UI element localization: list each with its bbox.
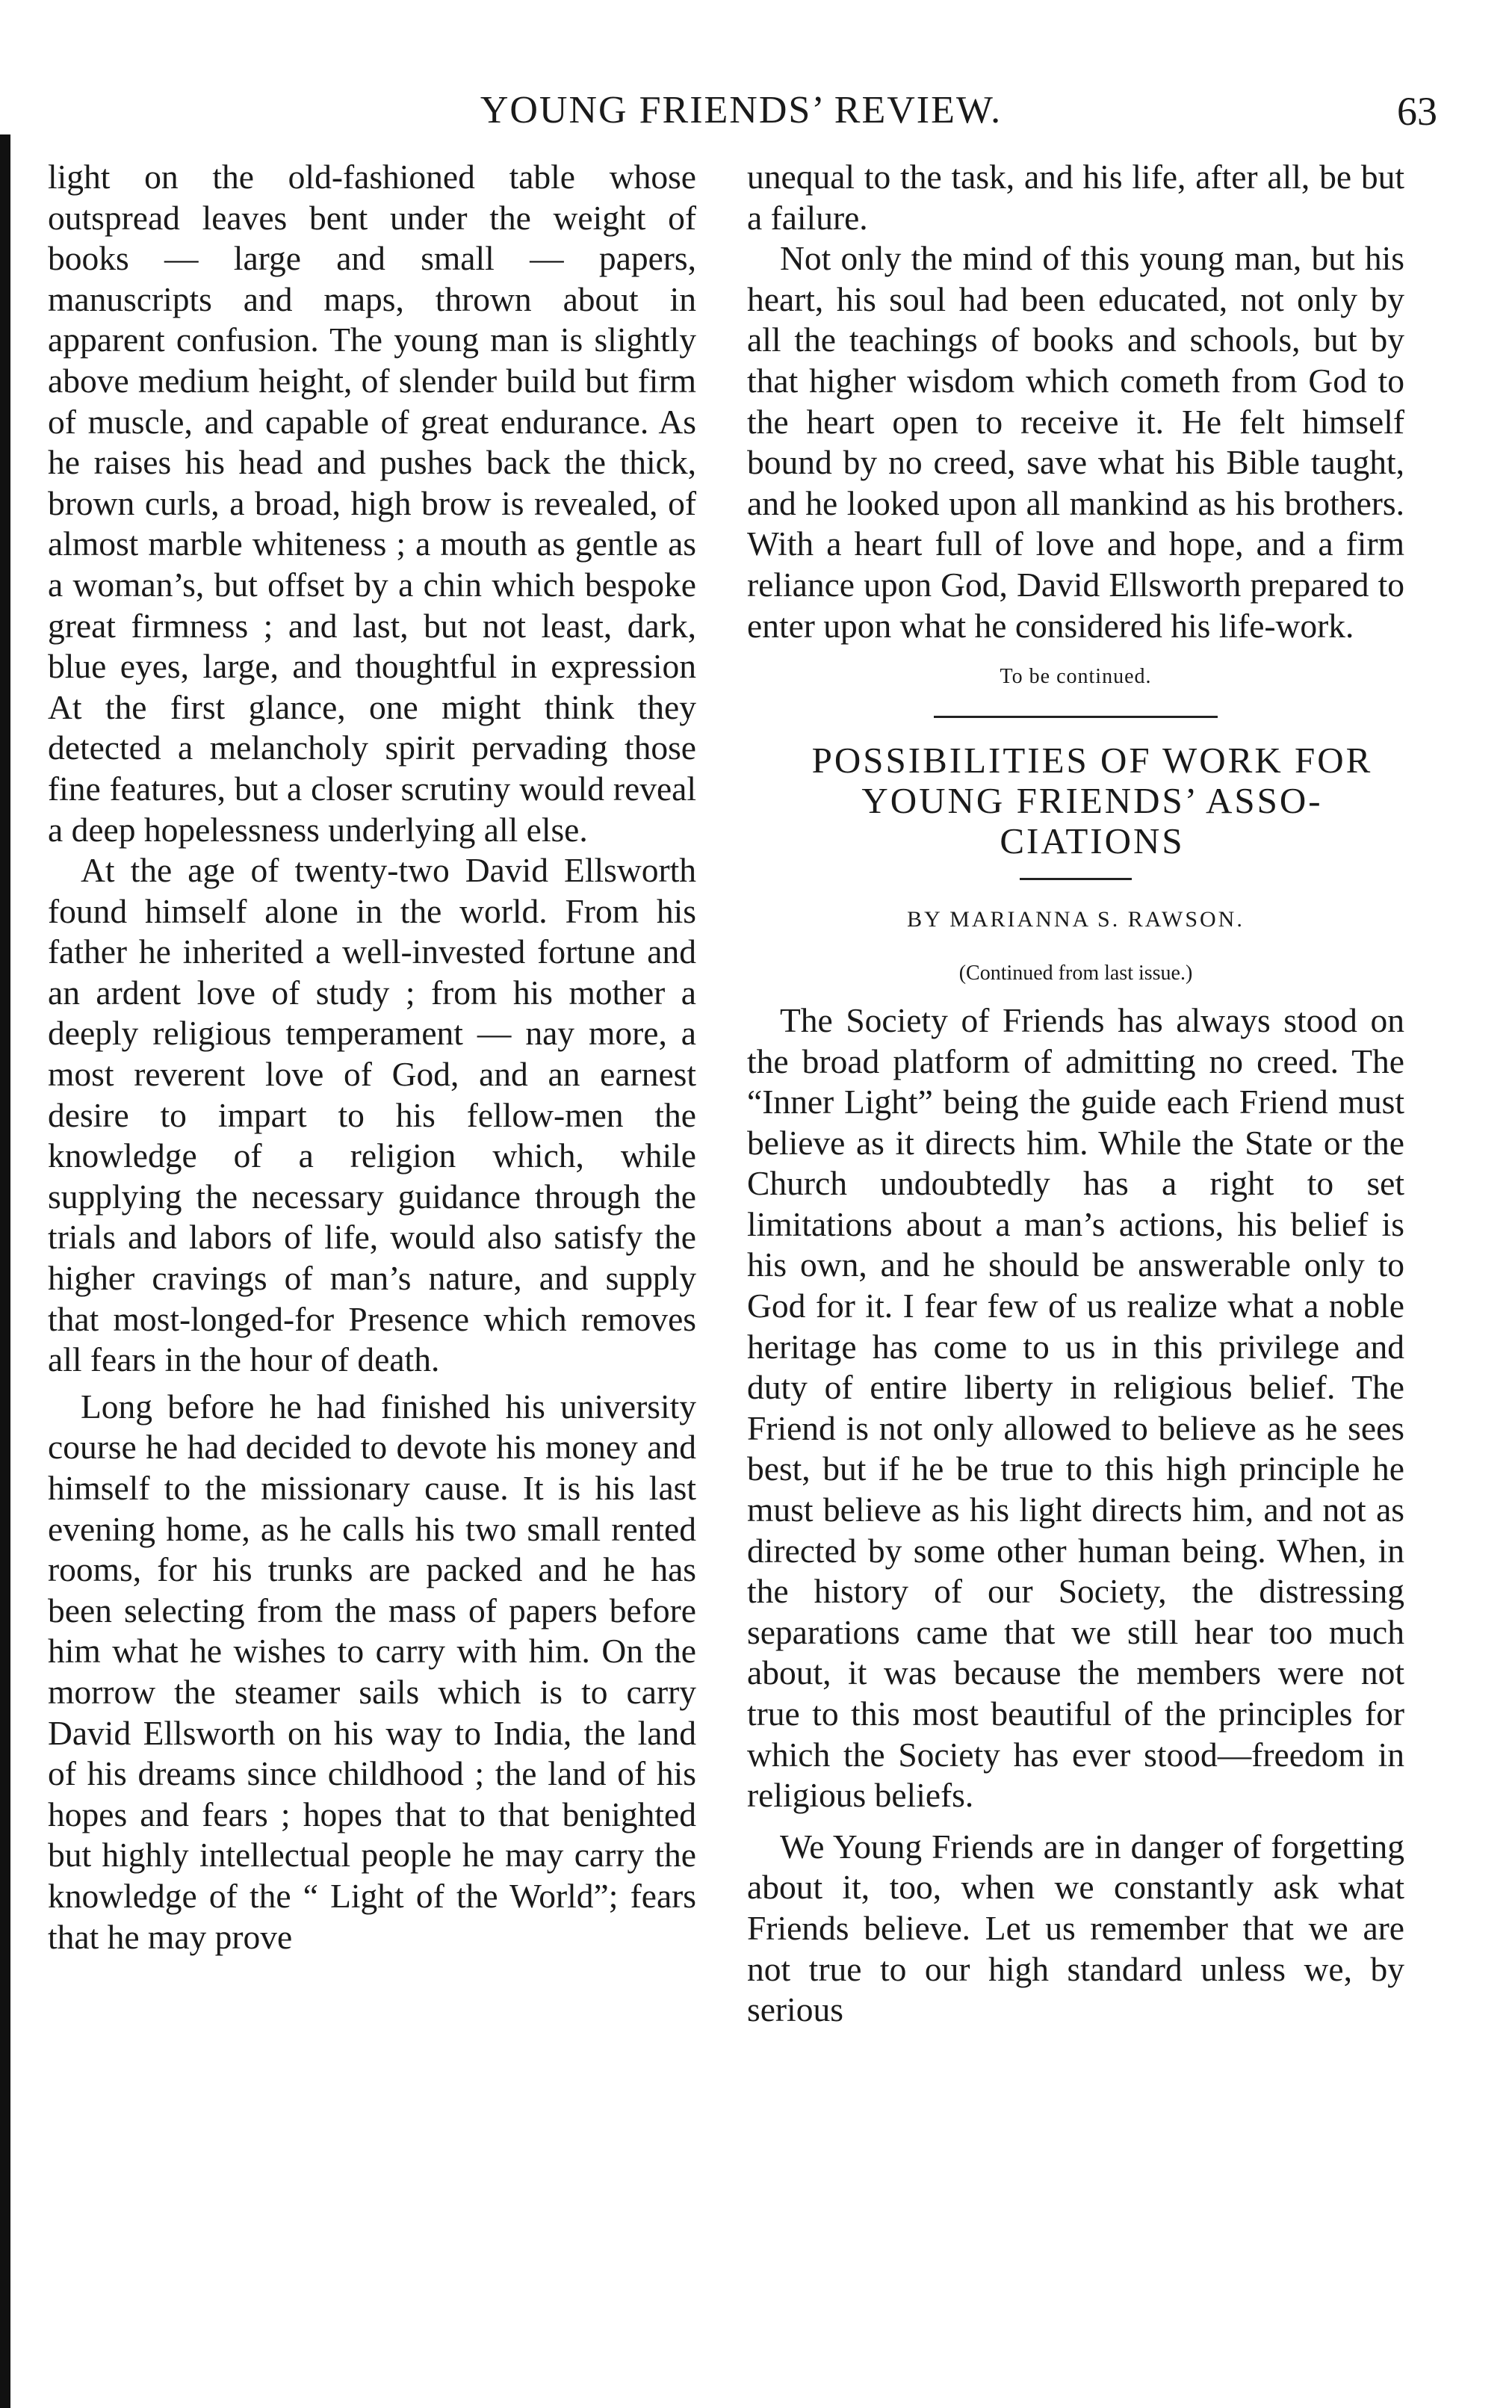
paragraph: At the age of twenty-two David Ellsworth found himself alone in the world. From his father he inherited a well-invested fortune and an ardent love of study ; from his mother a deeply religious temperament — nay more, a most reverent love of God, and an earnest desire to impart to his fellow-men the knowledge of a religion which, while supplying the necessary guidance through the trials and labors of life, would also satisfy the higher cravings of man’s nature, and supply that most-longed-for Presence which removes all fears in the hour of death. (48, 851, 696, 1379)
article-title-line: CIATIONS (1000, 820, 1185, 861)
binding-edge (0, 134, 10, 2408)
paragraph: light on the old-fashioned table whose outspread leaves bent under the weight of books — large and small — papers, manuscripts and maps, thrown about in apparent confusion. The young man is slightly above medium height, of slender build but firm of muscle, and capable of great endurance. As he raises his head and pushes back the thick, brown curls, a broad, high brow is revealed, of almost marble whiteness ; a mouth as gentle as a woman’s, but offset by a chin which bespoke great firmness ; and last, but not least, dark, blue eyes, large, and thoughtful in expression At the first glance, one might think they detected a melancholy spirit pervading those fine features, but a closer scrutiny would reveal a deep hopelessness underlying all else. (48, 158, 696, 849)
running-title: YOUNG FRIENDS’ REVIEW. (480, 89, 1003, 131)
section-divider (934, 716, 1218, 718)
continued-from-note: (Continued from last issue.) (958, 962, 1193, 985)
to-be-continued-note: To be continued. (1000, 665, 1152, 689)
paragraph: The Society of Friends has always stood on the broad platform of admitting no creed. The “Inner Light” being the guide each Friend must believe as it directs him. While the State or the Church undoubtedly has a right to set limitations about a man’s actions, his belief is his own, and he should be answerable only to God for it. I fear few of us realize what a noble heritage has come to us in this privilege and duty of entire liberty in religious belief. The Friend is not only allowed to believe as he sees best, but if he be true to this high principle he must believe as his light directs him, and not as directed by some other human being. When, in the history of our Society, the distressing separations came that we still hear too much about, it was because the members were not true to this most beautiful of the principles for which the Society has ever stood—freedom in religious beliefs. (747, 1000, 1404, 1815)
paragraph: We Young Friends are in danger of forgetting about it, too, when we constantly ask what Friends believe. Let us remember that we are not true to our high standard unless we, by serious (747, 1827, 1404, 2029)
paragraph: unequal to the task, and his life, after all, be but a failure. (747, 158, 1404, 237)
byline: BY MARIANNA S. RAWSON. (907, 906, 1245, 932)
page-header (45, 88, 1437, 148)
paragraph: Not only the mind of this young man, but his heart, his soul had been educated, not only by all the teachings of books and schools, but by that higher wisdom which cometh from God to the heart open to receive it. He felt himself bound by no creed, save what his Bible taught, and he looked upon all mankind as his brothers. With a heart full of love and hope, and a firm reliance upon God, David Ellsworth prepared to enter upon what he considered his life-work. (747, 239, 1404, 645)
article-title-line: YOUNG FRIENDS’ ASSO- (861, 779, 1323, 821)
page-number: 63 (1397, 89, 1437, 134)
paragraph: Long before he had finished his university course he had decided to devote his money and himself to the missionary cause. It is his last evening home, as he calls his two small rented rooms, for his trunks are packed and he has been selecting from the mass of papers before him what he wishes to carry with him. On the morrow the steamer sails which is to carry David Ellsworth on his way to India, the land of his dreams since childhood ; the land of his hopes and fears ; hopes that to that benighted but highly intellectual people he may carry the knowledge of the “ Light of the World”; fears that he may prove (48, 1387, 696, 1956)
left-column (48, 157, 696, 1957)
title-rule (1020, 878, 1132, 880)
article-title (747, 740, 1404, 861)
right-column (747, 157, 1404, 2031)
article-title-line: POSSIBILITIES OF WORK FOR (811, 739, 1373, 781)
